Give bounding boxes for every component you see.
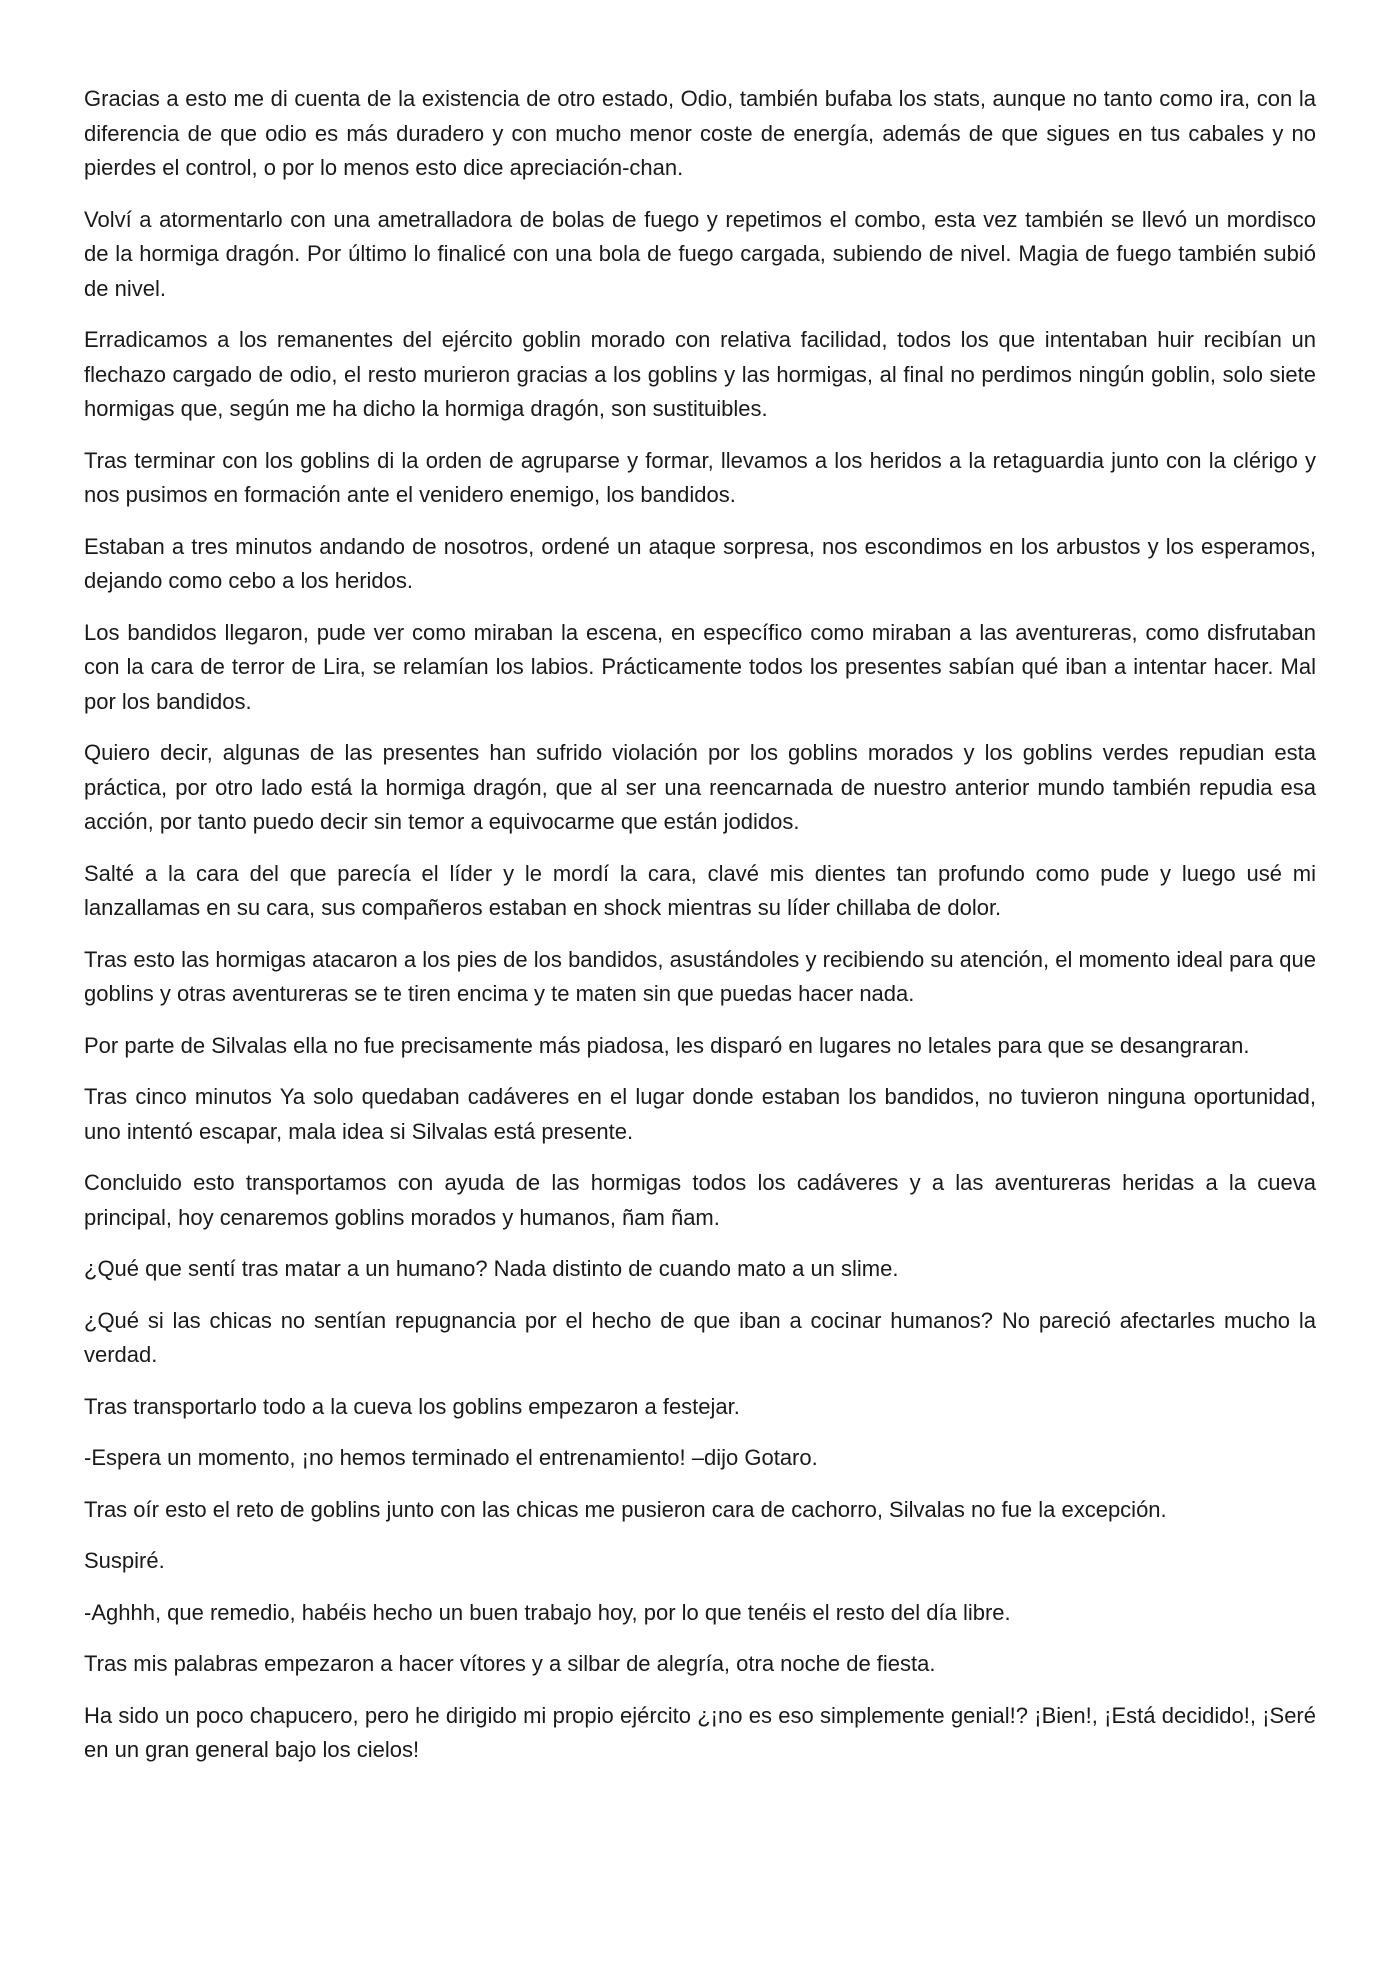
dialogue-line: -Aghhh, que remedio, habéis hecho un buen trabajo hoy, por lo que tenéis el resto del día libre. bbox=[84, 1599, 1011, 1625]
paragraph: ¿Qué si las chicas no sentían repugnancia por el hecho de que iban a cocinar humanos? No pareció afectarles mucho la verdad. bbox=[84, 1307, 1316, 1367]
paragraph: Estaban a tres minutos andando de nosotros, ordené un ataque sorpresa, nos escondimos en los arbustos y los esperamos, dejando como cebo a los heridos. bbox=[84, 533, 1316, 593]
paragraph: ¿Qué que sentí tras matar a un humano? Nada distinto de cuando mato a un slime. bbox=[84, 1256, 899, 1281]
paragraph: Tras terminar con los goblins di la orden de agruparse y formar, llevamos a los heridos a la retaguardia junto con la clérigo y nos pusimos en formación ante el venidero enemigo, los bandidos. bbox=[84, 447, 1316, 507]
paragraph: Ha sido un poco chapucero, pero he dirigido mi propio ejército ¿¡no es eso simplemente genial!? ¡Bien!, ¡Está decidido!, ¡Seré en un gran general bajo los cielos! bbox=[84, 1702, 1316, 1762]
paragraph: Tras mis palabras empezaron a hacer vítores y a silbar de alegría, otra noche de fiesta. bbox=[84, 1651, 936, 1676]
paragraph: Los bandidos llegaron, pude ver como miraban la escena, en específico como miraban a las aventureras, como disfrutaban con la cara de terror de Lira, se relamían los labios. Prácticamente todos los presentes sabían qué iban a intentar hacer. Mal por los bandidos. bbox=[84, 619, 1316, 714]
paragraph: Concluido esto transportamos con ayuda de las hormigas todos los cadáveres y a las aventureras heridas a la cueva principal, hoy cenaremos goblins morados y humanos, ñam ñam. bbox=[84, 1170, 1316, 1230]
document-page bbox=[84, 82, 1316, 1785]
paragraph: Volví a atormentarlo con una ametralladora de bolas de fuego y repetimos el combo, esta vez también se llevó un mordisco de la hormiga dragón. Por último lo finalicé con una bola de fuego cargada, subiendo de nivel. Magia de fuego también subió de nivel. bbox=[84, 206, 1316, 301]
paragraph: Tras oír esto el reto de goblins junto con las chicas me pusieron cara de cachorro, Silvalas no fue la excepción. bbox=[84, 1496, 1167, 1522]
paragraph: Tras esto las hormigas atacaron a los pies de los bandidos, asustándoles y recibiendo su atención, el momento ideal para que goblins y otras aventureras se te tiren encima y te maten sin que puedas hacer nada. bbox=[84, 946, 1316, 1006]
paragraph: Salté a la cara del que parecía el líder y le mordí la cara, clavé mis dientes tan profundo como pude y luego usé mi lanzallamas en su cara, sus compañeros estaban en shock mientras su líder chillaba de dolor. bbox=[84, 860, 1316, 920]
paragraph: Quiero decir, algunas de las presentes han sufrido violación por los goblins morados y los goblins verdes repudian esta práctica, por otro lado está la hormiga dragón, que al ser una reencarnada de nuestro anterior mundo también repudia esa acción, por tanto puedo decir sin temor a equivocarme que están jodidos. bbox=[84, 740, 1316, 834]
paragraph: Tras transportarlo todo a la cueva los goblins empezaron a festejar. bbox=[84, 1393, 740, 1419]
dialogue-line: -Espera un momento, ¡no hemos terminado el entrenamiento! –dijo Gotaro. bbox=[84, 1445, 818, 1470]
paragraph: Por parte de Silvalas ella no fue precisamente más piadosa, les disparó en lugares no letales para que se desangraran. bbox=[84, 1032, 1250, 1058]
paragraph: Suspiré. bbox=[84, 1548, 165, 1573]
paragraph: Erradicamos a los remanentes del ejército goblin morado con relativa facilidad, todos los que intentaban huir recibían un flechazo cargado de odio, el resto murieron gracias a los goblins y las hormigas, al final no perdimos ningún goblin, solo siete hormigas que, según me ha dicho la hormiga dragón, son sustituibles. bbox=[84, 327, 1316, 421]
paragraph: Gracias a esto me di cuenta de la existencia de otro estado, Odio, también bufaba los stats, aunque no tanto como ira, con la diferencia de que odio es más duradero y con mucho menor coste de energía, además de que sigues en tus cabales y no pierdes el control, o por lo menos esto dice apreciación-chan. bbox=[84, 86, 1316, 180]
paragraph: Tras cinco minutos Ya solo quedaban cadáveres en el lugar donde estaban los bandidos, no tuvieron ninguna oportunidad, uno intentó escapar, mala idea si Silvalas está presente. bbox=[84, 1084, 1316, 1144]
